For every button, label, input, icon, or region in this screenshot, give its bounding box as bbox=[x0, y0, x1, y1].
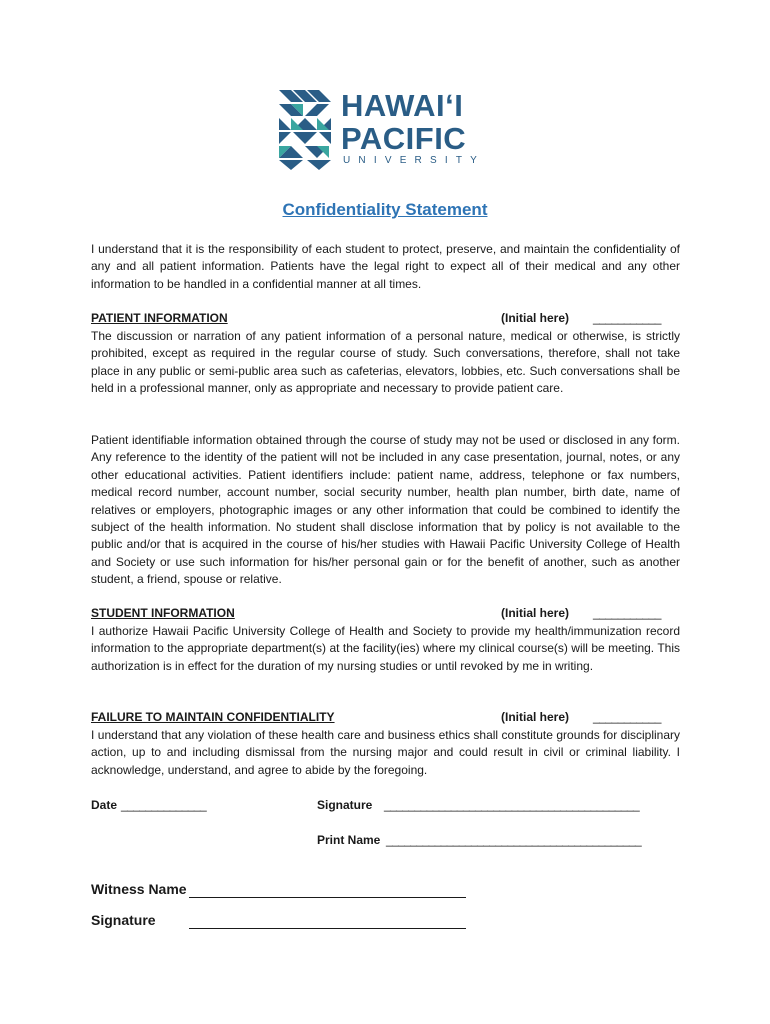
print-name-field[interactable]: __________________________________________ bbox=[386, 833, 642, 847]
initial-field[interactable]: ___________ bbox=[593, 710, 661, 724]
initial-field[interactable]: ___________ bbox=[593, 606, 661, 620]
witness-signature-label: Signature bbox=[91, 912, 156, 928]
signature-field[interactable]: __________________________________________ bbox=[384, 798, 640, 812]
logo-line-pacific: PACIFIC bbox=[341, 121, 467, 156]
initial-here-label: (Initial here) bbox=[501, 606, 570, 620]
logo-line-hawaii: HAWAIʻI bbox=[341, 88, 464, 123]
student-information-body bbox=[91, 623, 680, 675]
print-name-label: Print Name bbox=[317, 833, 381, 847]
witness-signature-field[interactable] bbox=[189, 928, 466, 929]
failure-body bbox=[91, 727, 680, 779]
initial-field[interactable]: ___________ bbox=[593, 311, 661, 325]
paragraph: I authorize Hawaii Pacific University College of Health and Society to provide my health/immunization record information to the appropriate department(s) at the facility(ies) where my clinical course(s) will be meeting. This authorization is in effect for the duration of my nursing studies or until revoked by me in writing. bbox=[91, 624, 680, 673]
initial-here-label: (Initial here) bbox=[501, 710, 570, 724]
paragraph: I understand that any violation of these health care and business ethics shall constitute grounds for disciplinary action, up to and including dismissal from the nursing major and could result in civil or criminal liability. I acknowledge, understand, and agree to abide by the foregoing. bbox=[91, 728, 680, 777]
patient-information-body bbox=[91, 328, 680, 398]
student-information-heading-row bbox=[91, 606, 680, 624]
date-label: Date bbox=[91, 798, 118, 812]
date-field[interactable]: ______________ bbox=[121, 798, 207, 812]
logo-mark-icon bbox=[279, 90, 335, 170]
intro-text: I understand that it is the responsibility of each student to protect, preserve, and maintain the confidentiality of any and all patient information. Patients have the legal right to expect all of their medical and any other information to be handled in a confidential manner at all times. bbox=[91, 242, 680, 291]
paragraph: The discussion or narration of any patient information of a personal nature, medical or otherwise, is strictly prohibited, except as required in the regular course of study. Such conversations, therefore, shall not take place in any public or semi-public area such as cafeterias, elevators, lobbies, etc. Such conversations shall be held in a professional manner, only as appropriate and necessary to provide patient care. bbox=[91, 329, 680, 396]
section-heading: PATIENT INFORMATION bbox=[91, 311, 228, 325]
witness-name-label: Witness Name bbox=[91, 881, 187, 897]
signature-label: Signature bbox=[317, 798, 373, 812]
university-logo bbox=[279, 90, 494, 170]
document-title: Confidentiality Statement bbox=[282, 200, 488, 219]
intro-paragraph bbox=[91, 241, 680, 293]
patient-identifiers-body bbox=[91, 432, 680, 589]
initial-here-label: (Initial here) bbox=[501, 311, 570, 325]
failure-heading-row bbox=[91, 710, 680, 728]
paragraph: Patient identifiable information obtained through the course of study may not be used or disclosed in any form. Any reference to the identity of the patient will not be included in any case presentation, journal, notes, or any other educational activities. Patient identifiers include: patient name, address, telephone or fax numbers, medical record number, account number, social security number, health plan number, birth date, name of relatives or employers, photographic images or any other information that could be combined to identify the subject of the health information. No student shall disclose information that by policy is not available to the public and/or that is acquired in the course of his/her studies with Hawaii Pacific University College of Health and Society or use such information for his/her personal gain or for the benefit of another, such as another student, a friend, spouse or relative. bbox=[91, 433, 680, 587]
witness-name-field[interactable] bbox=[189, 897, 466, 898]
section-heading: FAILURE TO MAINTAIN CONFIDENTIALITY bbox=[91, 710, 335, 724]
logo-line-university: UNIVERSITY bbox=[343, 155, 486, 166]
section-heading: STUDENT INFORMATION bbox=[91, 606, 235, 620]
patient-information-heading-row bbox=[91, 311, 680, 329]
